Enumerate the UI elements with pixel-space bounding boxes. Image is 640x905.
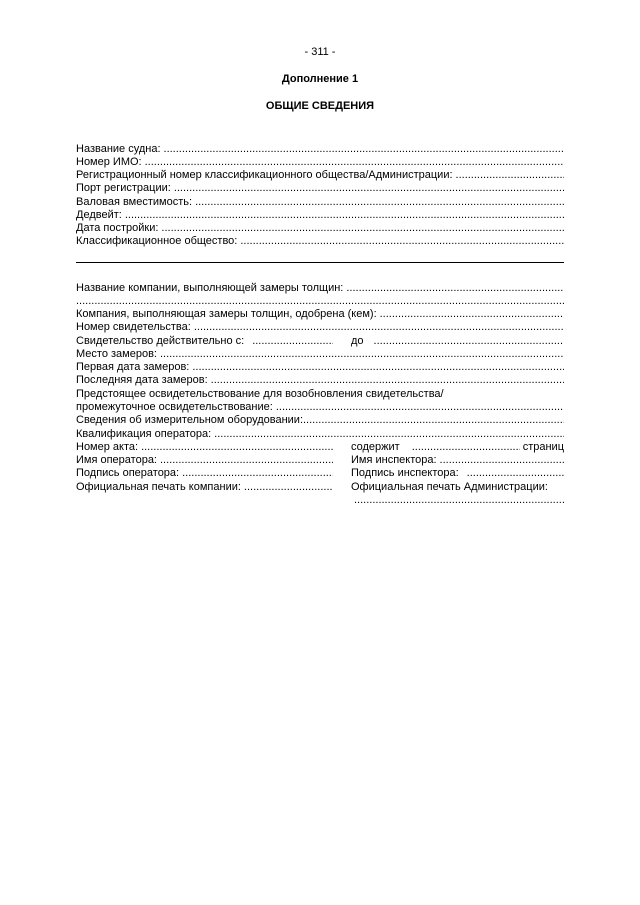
fill-line bbox=[161, 222, 564, 235]
fill-line bbox=[240, 235, 564, 248]
fill-line bbox=[145, 156, 564, 169]
field-operator-signature bbox=[76, 467, 333, 480]
field-contains-pages bbox=[351, 441, 564, 454]
fill-line bbox=[467, 467, 564, 480]
appendix-title: Дополнение 1 bbox=[281, 73, 359, 85]
field-label: Номер акта: bbox=[76, 441, 139, 453]
page-number: - 311 - bbox=[304, 46, 336, 58]
fill-line bbox=[141, 441, 333, 454]
field-label: до bbox=[351, 335, 364, 347]
fill-line bbox=[276, 401, 564, 414]
field-label: Дата постройки: bbox=[76, 222, 159, 234]
field-label: Компания, выполняющая замеры толщин, одобрена (кем): bbox=[76, 308, 377, 320]
field-label: Подпись оператора: bbox=[76, 467, 180, 479]
field-label: Сведения об измерительном оборудовании: bbox=[76, 414, 303, 426]
field-label: страниц bbox=[522, 441, 564, 453]
field-label: Классификационное общество: bbox=[76, 235, 238, 247]
field-label: Имя инспектора: bbox=[351, 454, 437, 466]
field-port bbox=[76, 182, 564, 195]
field-class-society bbox=[76, 235, 564, 248]
fill-line bbox=[214, 428, 564, 441]
field-label: Валовая вместимость: bbox=[76, 196, 193, 208]
fill-line bbox=[192, 361, 564, 374]
field-approved-by bbox=[76, 308, 564, 321]
field-company-seal bbox=[76, 481, 333, 494]
field-place bbox=[76, 348, 564, 361]
field-label: Номер ИМО: bbox=[76, 156, 142, 168]
fill-line bbox=[174, 182, 564, 195]
fill-line bbox=[76, 295, 564, 308]
fill-line bbox=[211, 374, 564, 387]
field-upcoming-survey bbox=[76, 401, 564, 414]
fill-line bbox=[125, 209, 564, 222]
field-label: Название судна: bbox=[76, 143, 161, 155]
field-cert-valid-from bbox=[76, 335, 333, 348]
field-equipment bbox=[76, 414, 564, 427]
field-label: Имя оператора: bbox=[76, 454, 157, 466]
field-upcoming-survey-label: Предстоящее освидетельствование для возобновления свидетельства/ bbox=[76, 388, 444, 400]
field-cert-valid-to bbox=[351, 335, 564, 348]
fill-line bbox=[164, 143, 564, 156]
fill-line bbox=[346, 282, 564, 295]
fill-line bbox=[354, 494, 564, 507]
field-label: Подпись инспектора: bbox=[351, 467, 459, 479]
field-ship-name bbox=[76, 143, 564, 156]
field-last-date bbox=[76, 374, 564, 387]
fill-line bbox=[303, 414, 564, 427]
section-title: ОБЩИЕ СВЕДЕНИЯ bbox=[265, 100, 375, 112]
field-reg-number bbox=[76, 169, 564, 182]
field-label: Порт регистрации: bbox=[76, 182, 171, 194]
field-inspector-name bbox=[351, 454, 564, 467]
fill-line bbox=[160, 454, 333, 467]
field-label: Первая дата замеров: bbox=[76, 361, 190, 373]
fill-line bbox=[194, 321, 564, 334]
field-act-number bbox=[76, 441, 333, 454]
field-gross-tonnage bbox=[76, 196, 564, 209]
field-label: Регистрационный номер классификационного общества/Администрации: bbox=[76, 169, 453, 181]
field-first-date bbox=[76, 361, 564, 374]
field-label: Дедвейт: bbox=[76, 209, 122, 221]
fill-line bbox=[412, 441, 520, 454]
field-operator-qualification bbox=[76, 428, 564, 441]
fill-line bbox=[244, 481, 333, 494]
field-label: Номер свидетельства: bbox=[76, 321, 191, 333]
field-label: Последняя дата замеров: bbox=[76, 374, 208, 386]
field-cert-number bbox=[76, 321, 564, 334]
section-divider bbox=[76, 262, 564, 263]
fill-line bbox=[182, 467, 333, 480]
field-label: Официальная печать компании: bbox=[76, 481, 241, 493]
field-label: содержит bbox=[351, 441, 400, 453]
fill-line bbox=[374, 335, 564, 348]
fill-line bbox=[440, 454, 564, 467]
field-inspector-signature bbox=[351, 467, 564, 480]
field-imo bbox=[76, 156, 564, 169]
field-admin-seal-label: Официальная печать Администрации: bbox=[351, 481, 548, 493]
fill-line bbox=[160, 348, 564, 361]
fill-line bbox=[195, 196, 564, 209]
field-build-date bbox=[76, 222, 564, 235]
field-label: промежуточное освидетельствование: bbox=[76, 401, 273, 413]
field-deadweight bbox=[76, 209, 564, 222]
field-label: Квалификация оператора: bbox=[76, 428, 212, 440]
field-company-name bbox=[76, 282, 564, 295]
field-label: Свидетельство действительно с: bbox=[76, 335, 245, 347]
fill-line bbox=[456, 169, 564, 182]
field-operator-name bbox=[76, 454, 333, 467]
field-label: Название компании, выполняющей замеры толщин: bbox=[76, 282, 344, 294]
fill-line bbox=[380, 308, 564, 321]
field-label: Место замеров: bbox=[76, 348, 157, 360]
fill-line bbox=[252, 335, 333, 348]
